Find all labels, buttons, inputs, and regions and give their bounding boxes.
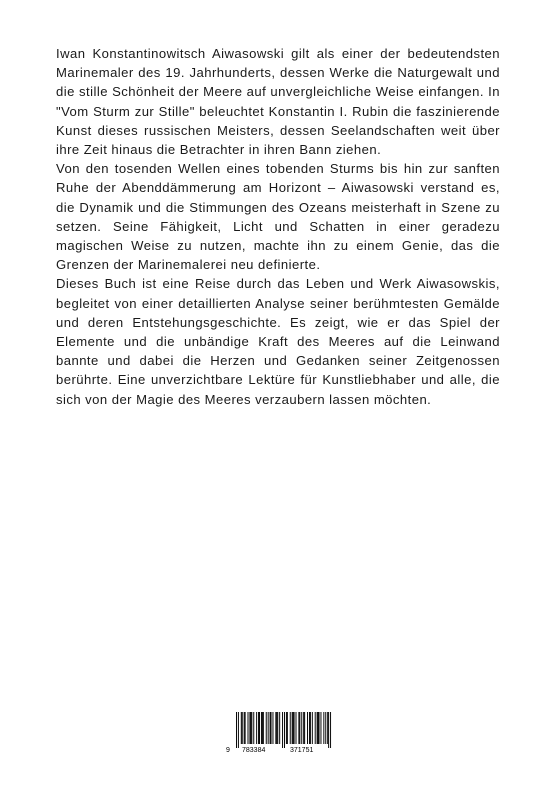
barcode-bar bbox=[303, 712, 304, 744]
blurb-text bbox=[56, 44, 500, 409]
barcode-bar bbox=[330, 712, 331, 748]
barcode-bar bbox=[286, 712, 287, 744]
barcode-bar bbox=[307, 712, 308, 744]
barcode-bar bbox=[253, 712, 254, 744]
barcode-bar bbox=[250, 712, 251, 744]
barcode-bar bbox=[262, 712, 263, 744]
barcode-bar bbox=[258, 712, 259, 744]
barcode-bar bbox=[279, 712, 280, 744]
barcode-bar bbox=[268, 712, 269, 744]
barcode-bar bbox=[241, 712, 242, 744]
barcode-bar bbox=[277, 712, 278, 744]
barcode-bar bbox=[244, 712, 245, 744]
barcode-bar bbox=[287, 712, 288, 744]
barcode-digits bbox=[226, 746, 332, 756]
barcode-bar bbox=[325, 712, 326, 744]
barcode-digits-right: 371751 bbox=[290, 747, 314, 754]
barcode-bar bbox=[238, 712, 239, 748]
barcode-bar bbox=[259, 712, 260, 744]
barcode-bar bbox=[299, 712, 300, 744]
barcode-bar bbox=[312, 712, 313, 744]
barcode-bar bbox=[266, 712, 267, 744]
barcode-bar bbox=[251, 712, 252, 744]
barcode-bar bbox=[270, 712, 271, 744]
barcode-bar bbox=[293, 712, 294, 744]
barcode-bar bbox=[284, 712, 285, 748]
barcode-bar bbox=[296, 712, 297, 744]
barcode-bar bbox=[272, 712, 273, 744]
barcode-bar bbox=[315, 712, 316, 744]
barcode-bar bbox=[301, 712, 302, 744]
isbn-barcode bbox=[226, 712, 332, 756]
barcode-bar bbox=[327, 712, 328, 744]
barcode-bar bbox=[271, 712, 272, 744]
blurb-paragraph-3: Dieses Buch ist eine Reise durch das Leben und Werk Aiwasowskis, begleitet von einer detaillierten Analyse seiner berühmtesten Gemälde und deren Entstehungsgeschichte. Es zeigt, wie er das Spiel der Elemente und die unbändige Kraft des Meeres auf die Leinwand bannte und dabei die Herzen und Gedanken seiner Zeitgenossen berührte. Eine unverzichtbare Lektüre für Kunstliebhaber und alle, die sich von der Magie des Meeres verzaubern lassen möchten. bbox=[56, 276, 500, 407]
blurb-paragraph-2: Von den tosenden Wellen eines tobenden Sturms bis hin zur sanften Ruhe der Abenddämmerung am Horizont – Aiwasowski verstand es, die Dynamik und die Stimmungen des Ozeans meisterhaft in Szene zu setzen. Seine Fähigkeit, Licht und Schatten in einer geradezu magischen Weise zu nutzen, machte ihn zu einem Genie, das die Grenzen der Marinemalerei neu definierte. bbox=[56, 161, 500, 273]
barcode-bar bbox=[304, 712, 305, 744]
barcode-bar bbox=[320, 712, 321, 744]
barcode-bar bbox=[317, 712, 318, 744]
barcode-bar bbox=[292, 712, 293, 744]
barcode-bar bbox=[282, 712, 283, 748]
barcode-digit-first: 9 bbox=[226, 747, 230, 754]
barcode-bar bbox=[294, 712, 295, 744]
barcode-bar bbox=[309, 712, 310, 744]
barcode-bar bbox=[290, 712, 291, 744]
barcode-bar bbox=[310, 712, 311, 744]
barcode-bar bbox=[242, 712, 243, 744]
barcode-bar bbox=[249, 712, 250, 744]
barcode-bar bbox=[263, 712, 264, 744]
barcode-bar bbox=[236, 712, 237, 748]
barcode-bar bbox=[248, 712, 249, 744]
barcode-bar bbox=[245, 712, 246, 744]
barcode-bar bbox=[276, 712, 277, 744]
barcode-digits-left: 783384 bbox=[242, 747, 266, 754]
barcode-bar bbox=[319, 712, 320, 744]
barcode-bar bbox=[328, 712, 329, 748]
barcode-bar bbox=[275, 712, 276, 744]
barcode-bar bbox=[323, 712, 324, 744]
barcode-bar bbox=[256, 712, 257, 744]
barcode-bar bbox=[261, 712, 262, 744]
blurb-paragraph-1: Iwan Konstantinowitsch Aiwasowski gilt als einer der bedeutendsten Marinemaler des 19. Jahrhunderts, dessen Werke die Naturgewalt und die stille Schönheit der Meere auf unvergleichliche Weise einfangen. In "Vom Sturm zur Stille" beleuchtet Konstantin I. Rubin die faszinierende Kunst dieses russischen Meisters, dessen Seelandschaften weit über ihre Zeit hinaus die Betrachter in ihren Bann ziehen. bbox=[56, 46, 500, 158]
barcode-bar bbox=[318, 712, 319, 744]
barcode-bar bbox=[298, 712, 299, 744]
barcode-bars bbox=[226, 712, 332, 748]
